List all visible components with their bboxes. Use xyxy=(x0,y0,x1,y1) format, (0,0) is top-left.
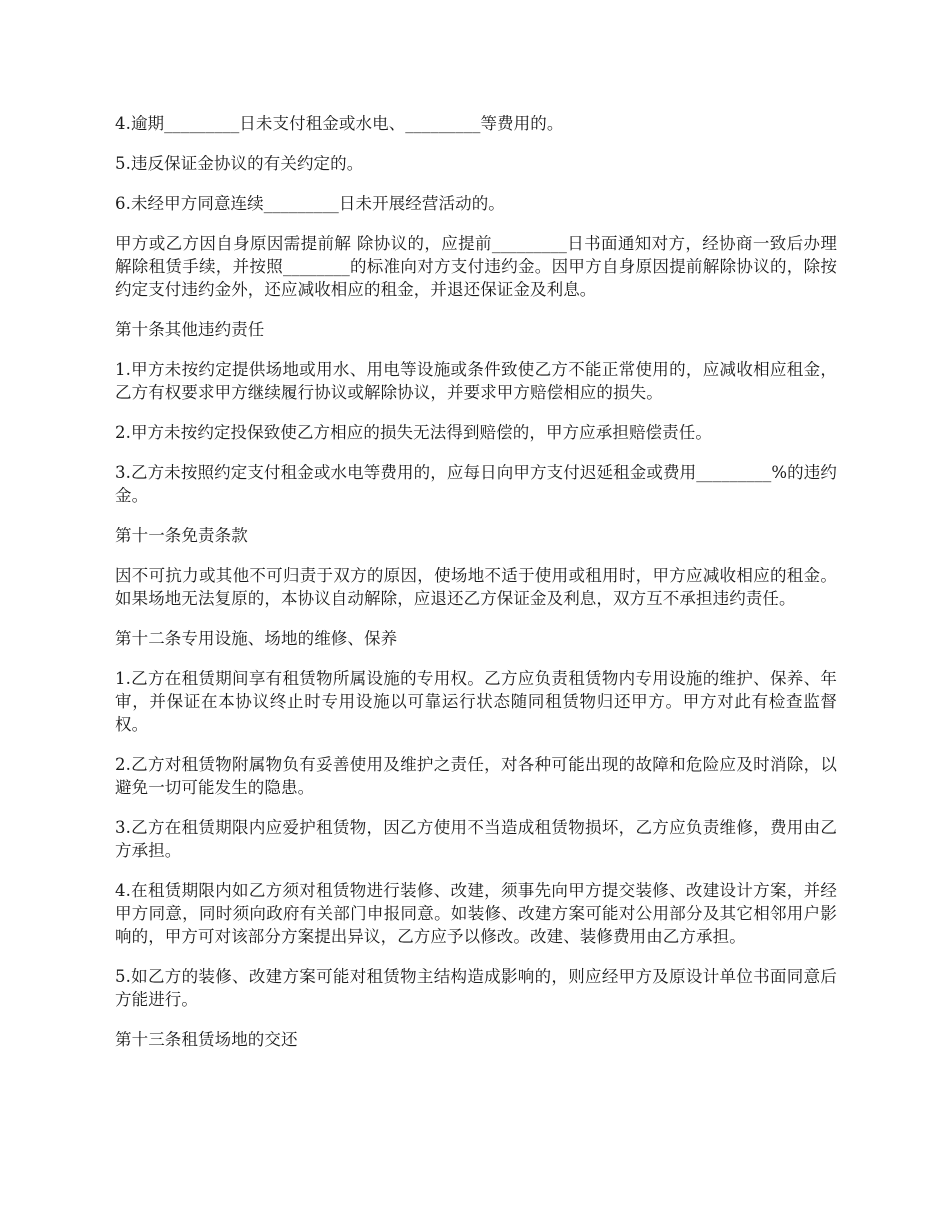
article-10-item-1: 1.甲方未按约定提供场地或用水、用电等设施或条件致使乙方不能正常使用的，应减收相应租金，乙方有权要求甲方继续履行协议或解除协议，并要求甲方赔偿相应的损失。 xyxy=(115,360,837,402)
article-12-item-1: 1.乙方在租赁期间享有租赁物所属设施的专用权。乙方应负责租赁物内专用设施的维护、保养、年审，并保证在本协议终止时专用设施以可靠运行状态随同租赁物归还甲方。甲方对此有检查监督权。 xyxy=(115,669,837,734)
article-10-heading: 第十条其他违约责任 xyxy=(115,320,265,339)
clause-item-4-overdue: 4.逾期_________日未支付租金或水电、_________等费用的。 xyxy=(115,114,564,133)
article-12-item-3: 3.乙方在租赁期限内应爱护租赁物，因乙方使用不当造成租赁物损坏，乙方应负责维修，费用由乙方承担。 xyxy=(115,818,837,860)
article-10-item-3: 3.乙方未按照约定支付租金或水电等费用的，应每日向甲方支付迟延租金或费用_________%的违约金。 xyxy=(115,463,837,505)
article-12-heading: 第十二条专用设施、场地的维修、保养 xyxy=(115,629,398,648)
clause-item-6-inactivity: 6.未经甲方同意连续_________日未开展经营活动的。 xyxy=(115,194,505,213)
article-11-heading: 第十一条免责条款 xyxy=(115,526,248,545)
article-11-body: 因不可抗力或其他不可归责于双方的原因，使场地不适于使用或租用时，甲方应减收相应的租金。如果场地无法复原的，本协议自动解除，应退还乙方保证金及利息，双方互不承担违约责任。 xyxy=(115,566,837,608)
article-12-item-5: 5.如乙方的装修、改建方案可能对租赁物主结构造成影响的，则应经甲方及原设计单位书面同意后方能进行。 xyxy=(115,967,837,1009)
article-13-heading: 第十三条租赁场地的交还 xyxy=(115,1030,298,1049)
article-12-item-2: 2.乙方对租赁物附属物负有妥善使用及维护之责任，对各种可能出现的故障和危险应及时消除，以避免一切可能发生的隐患。 xyxy=(115,755,837,797)
article-12-item-4: 4.在租赁期限内如乙方须对租赁物进行装修、改建，须事先向甲方提交装修、改建设计方案，并经甲方同意，同时须向政府有关部门申报同意。如装修、改建方案可能对公用部分及其它相邻用户影响的，甲方可对该部分方案提出异议，乙方应予以修改。改建、装修费用由乙方承担。 xyxy=(115,881,837,946)
document-page xyxy=(115,112,837,1068)
clause-item-5-deposit-violation: 5.违反保证金协议的有关约定的。 xyxy=(115,154,364,173)
early-termination-paragraph: 甲方或乙方因自身原因需提前解 除协议的，应提前_________日书面通知对方，经协商一致后办理解除租赁手续，并按照________的标准向对方支付违约金。因甲方自身原因提前解除协议的，除按约定支付违约金外，还应减收相应的租金，并退还保证金及利息。 xyxy=(115,234,837,299)
article-10-item-2: 2.甲方未按约定投保致使乙方相应的损失无法得到赔偿的，甲方应承担赔偿责任。 xyxy=(115,423,712,442)
